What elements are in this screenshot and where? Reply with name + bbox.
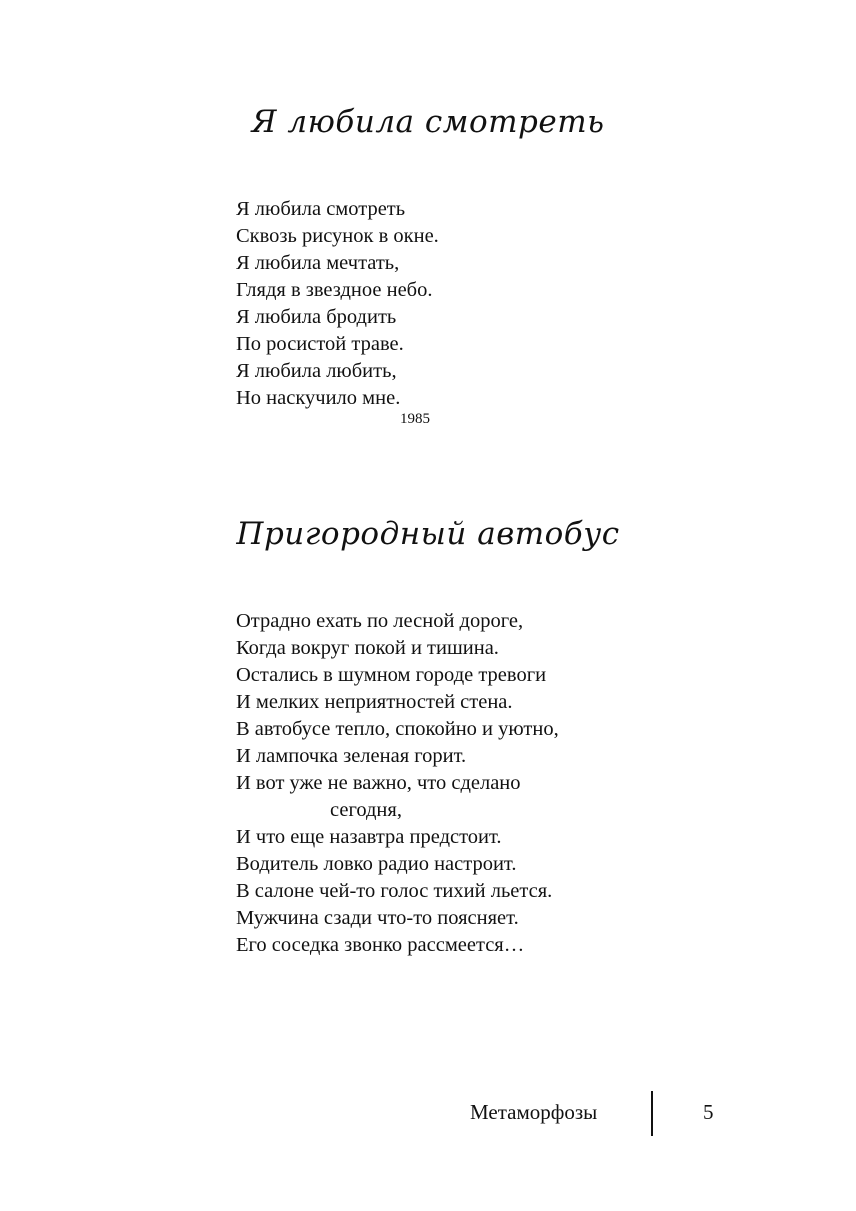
poem-line: Сквозь рисунок в окне. xyxy=(236,225,439,247)
poem-date: 1985 xyxy=(400,411,430,427)
poem-line: И что еще назавтра предстоит. xyxy=(236,826,502,848)
poem-line: И вот уже не важно, что сделано xyxy=(236,772,521,794)
poem-title: Я любила смотреть xyxy=(251,104,605,140)
poem-line: Я любила любить, xyxy=(236,360,397,382)
poem-line: В салоне чей-то голос тихий льется. xyxy=(236,880,553,902)
poem-line: Я любила смотреть xyxy=(236,198,406,220)
poem-body xyxy=(236,196,756,412)
poem-body xyxy=(236,608,756,959)
page-number: 5 xyxy=(703,1100,714,1124)
poem-line: Я любила бродить xyxy=(236,306,397,328)
poem-line: Остались в шумном городе тревоги xyxy=(236,664,547,686)
poem-line: Я любила мечтать, xyxy=(236,252,400,274)
poem-line-continuation: сегодня, xyxy=(330,799,402,821)
poem-line: Отрадно ехать по лесной дороге, xyxy=(236,610,524,632)
poem-line: В автобусе тепло, спокойно и уютно, xyxy=(236,718,559,740)
running-title: Метаморфозы xyxy=(470,1100,598,1124)
poem-line: Его соседка звонко рассмеется… xyxy=(236,934,525,956)
poem-line: Водитель ловко радио настроит. xyxy=(236,853,517,875)
poem-line: По росистой траве. xyxy=(236,333,404,355)
poem-line: И лампочка зеленая горит. xyxy=(236,745,467,767)
footer-divider xyxy=(651,1091,653,1136)
poem-line: И мелких неприятностей стена. xyxy=(236,691,513,713)
poem-line: Глядя в звездное небо. xyxy=(236,279,433,301)
poem-line: Но наскучило мне. xyxy=(236,387,401,409)
poem-line: Когда вокруг покой и тишина. xyxy=(236,637,499,659)
poem-line: Мужчина сзади что-то поясняет. xyxy=(236,907,519,929)
poem-title: Пригородный автобус xyxy=(236,516,620,552)
